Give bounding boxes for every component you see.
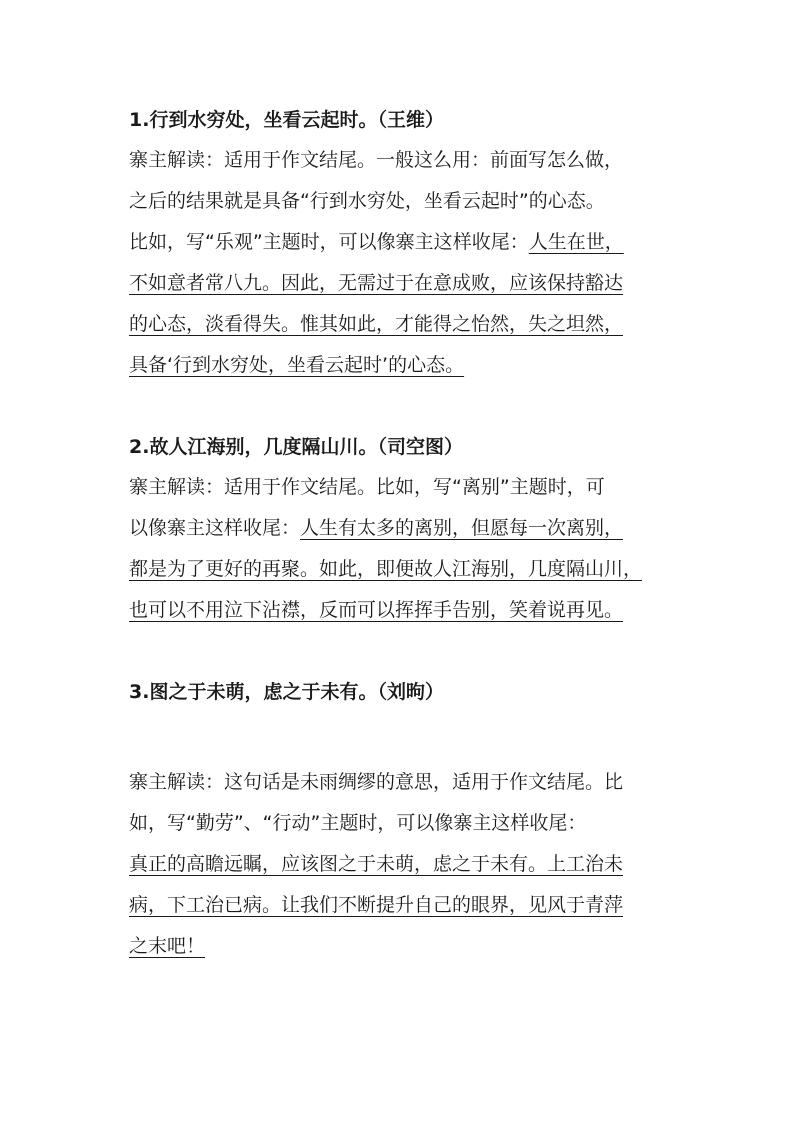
section-3-line-3: 真正的高瞻远瞩，应该图之于未萌，虑之于未有。上工治未 — [129, 853, 624, 875]
section-2 — [129, 427, 699, 631]
section-2-underlined-text: 人生有太多的离别，但愿每一次离别， — [300, 517, 624, 539]
section-2-line-4: 也可以不用泣下沾襟，反而可以挥挥手告别，笑着说再见。 — [129, 599, 624, 621]
section-1-line-6: 具备‘行到水穷处，坐看云起时’的心态。 — [129, 354, 465, 376]
section-1-line-4: 不如意者常八九。因此，无需过于在意成败，应该保持豁达 — [129, 272, 624, 294]
document-page — [129, 100, 699, 967]
section-2-line-1: 寨主解读：适用于作文结尾。比如，写“离别”主题时，可 — [129, 476, 605, 498]
section-1 — [129, 100, 699, 386]
section-2-line-3: 都是为了更好的再聚。如此，即便故人江海别，几度隔山川， — [129, 558, 643, 580]
section-3-line-1: 寨主解读：这句话是未雨绸缪的意思，适用于作文结尾。比 — [129, 771, 624, 793]
section-1-line-3 — [129, 222, 699, 263]
section-3-line-2: 如，写“勤劳”、“行动”主题时，可以像寨主这样收尾： — [129, 812, 587, 834]
section-3-title: 3.图之于未萌，虑之于未有。（刘昫） — [129, 681, 444, 703]
section-3-line-5: 之末吧！ — [129, 935, 206, 957]
section-1-line-3-text: 比如，写“乐观”主题时，可以像寨主这样收尾： — [129, 231, 529, 253]
section-1-line-1: 寨主解读：适用于作文结尾。一般这么用：前面写怎么做， — [129, 149, 624, 171]
section-2-line-2-text: 以像寨主这样收尾： — [129, 517, 301, 539]
section-2-line-2 — [129, 508, 699, 549]
section-3-line-4: 病，下工治已病。让我们不断提升自己的眼界，见风于青萍 — [129, 894, 624, 916]
section-1-title: 1.行到水穷处，坐看云起时。（王维） — [129, 109, 444, 131]
section-1-line-2: 之后的结果就是具备“行到水穷处，坐看云起时”的心态。 — [129, 190, 605, 212]
section-2-title: 2.故人江海别，几度隔山川。（司空图） — [129, 436, 463, 458]
section-3 — [129, 672, 699, 967]
section-1-underlined-text: 人生在世， — [528, 231, 624, 253]
section-1-line-5: 的心态，淡看得失。惟其如此，才能得之怡然，失之坦然， — [129, 313, 624, 335]
